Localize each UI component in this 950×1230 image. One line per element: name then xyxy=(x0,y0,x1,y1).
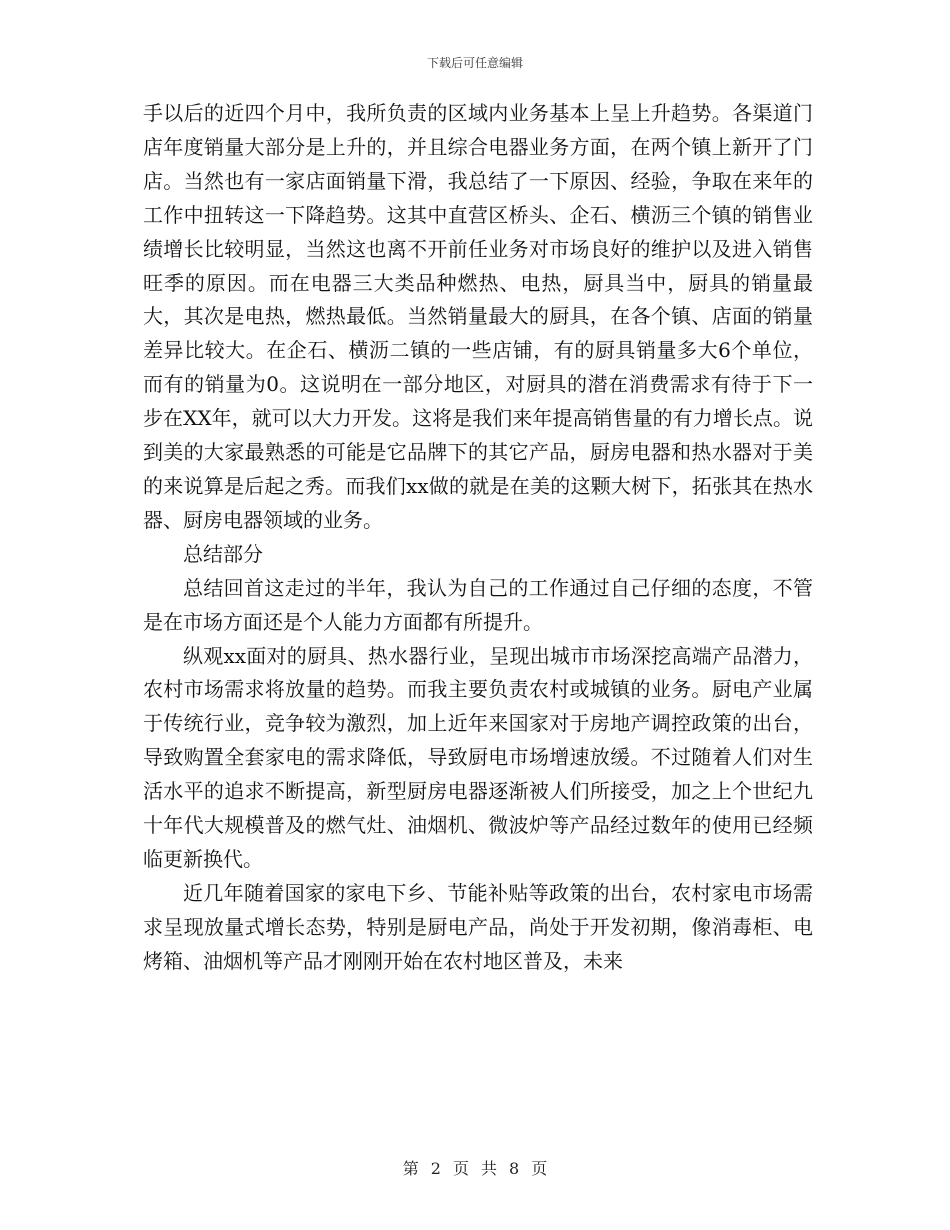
page-header: 下载后可任意编辑 xyxy=(426,56,523,70)
total-label: 共 xyxy=(481,1159,498,1178)
paragraph-3: 纵观xx面对的厨具、热水器行业，呈现出城市市场深挖高端产品潜力，农村市场需求将放量的趋势。而我主要负责农村或城镇的业务。厨电产业属于传统行业，竞争较为激烈，加上近年来国家对于房地产调控政策的出台，导致购置全套家电的需求降低，导致厨电市场增速放缓。不过随着人们对生活水平的追求不断提高，新型厨房电器逐渐被人们所接受，加之上个世纪九十年代大规模普及的燃气灶、油烟机、微波炉等产品经过数年的使用已经频临更新换代。 xyxy=(143,643,813,871)
section-heading-summary: 总结部分 xyxy=(183,541,263,566)
total-pages: 8 xyxy=(509,1159,520,1178)
total-unit: 页 xyxy=(531,1159,548,1178)
page-footer xyxy=(0,1156,950,1179)
page-label: 第 xyxy=(402,1159,419,1178)
document-body xyxy=(143,97,813,979)
paragraph-2: 总结回首这走过的半年，我认为自己的工作通过自己仔细的态度，不管是在市场方面还是个人能力方面都有所提升。 xyxy=(143,575,813,634)
paragraph-1: 手以后的近四个月中，我所负责的区域内业务基本上呈上升趋势。各渠道门店年度销量大部分是上升的，并且综合电器业务方面，在两个镇上新开了门店。当然也有一家店面销量下滑，我总结了一下原因、经验，争取在来年的工作中扭转这一下降趋势。这其中直营区桥头、企石、横沥三个镇的销售业绩增长比较明显，当然这也离不开前任业务对市场良好的维护以及进入销售旺季的原因。而在电器三大类品种燃热、电热，厨具当中，厨具的销量最大，其次是电热，燃热最低。当然销量最大的厨具，在各个镇、店面的销量差异比较大。在企石、横沥二镇的一些店铺，有的厨具销量多大6个单位，而有的销量为0。这说明在一部分地区，对厨具的潜在消费需求有待于下一步在XX年，就可以大力开发。这将是我们来年提高销售量的有力增长点。说到美的大家最熟悉的可能是它品牌下的其它产品，厨房电器和热水器对于美的来说算是后起之秀。而我们xx做的就是在美的这颗大树下，拓张其在热水器、厨房电器领域的业务。 xyxy=(143,101,813,532)
page-number: 2 xyxy=(430,1159,441,1178)
page-unit: 页 xyxy=(452,1159,469,1178)
paragraph-4: 近几年随着国家的家电下乡、节能补贴等政策的出台，农村家电市场需求呈现放量式增长态势，特别是厨电产品，尚处于开发初期，像消毒柜、电烤箱、油烟机等产品才刚刚开始在农村地区普及，未来 xyxy=(143,880,813,973)
